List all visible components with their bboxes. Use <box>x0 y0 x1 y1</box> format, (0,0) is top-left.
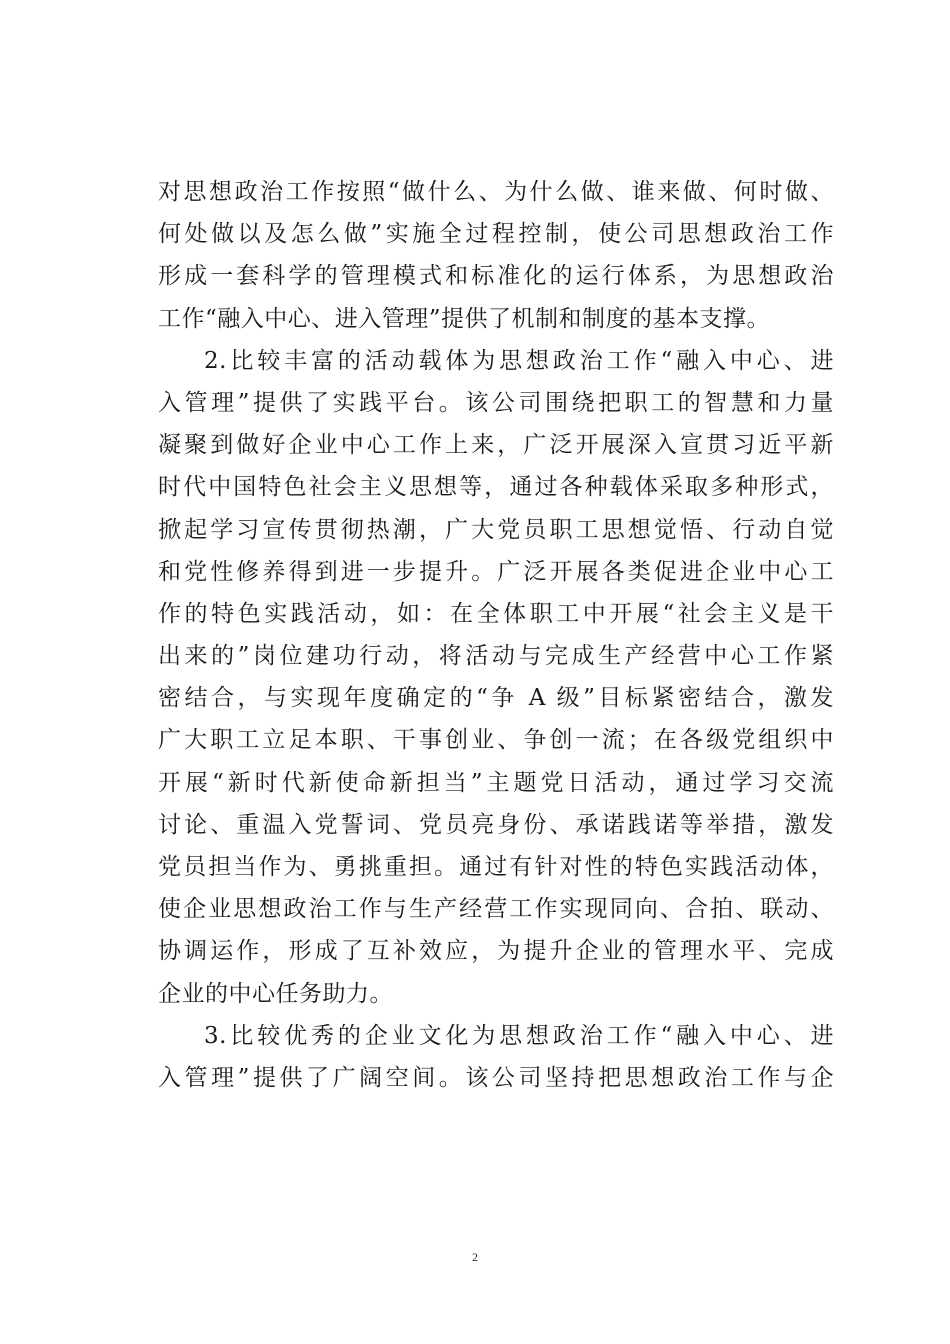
text-line: 和党性修养得到进一步提升。广泛开展各类促进企业中心工 <box>158 558 834 585</box>
text-line: 何处做以及怎么做”实施全过程控制，使公司思想政治工作 <box>158 221 834 248</box>
body-text <box>158 171 834 1099</box>
text-line: 出来的”岗位建功行动，将活动与完成生产经营中心工作紧 <box>158 643 834 670</box>
text-line: 使企业思想政治工作与生产经营工作实现同向、合拍、联动、 <box>158 896 834 923</box>
page-number: 2 <box>472 1250 478 1264</box>
paragraph-start-line: 3.比较优秀的企业文化为思想政治工作“融入中心、进 <box>204 1022 834 1049</box>
text-line: 时代中国特色社会主义思想等，通过各种载体采取多种形式， <box>158 474 834 501</box>
text-line: 开展“新时代新使命新担当”主题党日活动，通过学习交流 <box>158 769 834 796</box>
text-line: 入管理”提供了实践平台。该公司围绕把职工的智慧和力量 <box>158 389 834 416</box>
text-line: 对思想政治工作按照“做什么、为什么做、谁来做、何时做、 <box>158 179 834 205</box>
text-line: 入管理”提供了广阔空间。该公司坚持把思想政治工作与企 <box>158 1064 834 1091</box>
text-line: 形成一套科学的管理模式和标准化的运行体系，为思想政治 <box>158 263 834 290</box>
text-line: 掀起学习宣传贯彻热潮，广大党员职工思想觉悟、行动自觉 <box>158 516 834 543</box>
text-line: 协调运作，形成了互补效应，为提升企业的管理水平、完成 <box>158 938 834 965</box>
text-line: 工作“融入中心、进入管理”提供了机制和制度的基本支撑。 <box>158 305 771 332</box>
text-line: 企业的中心任务助力。 <box>158 980 393 1007</box>
text-line: 凝聚到做好企业中心工作上来，广泛开展深入宣贯习近平新 <box>158 432 834 459</box>
text-line: 讨论、重温入党誓词、党员亮身份、承诺践诺等举措，激发 <box>158 811 834 838</box>
text-line: 密结合，与实现年度确定的“争 A 级”目标紧密结合，激发 <box>158 685 834 712</box>
text-line: 作的特色实践活动，如：在全体职工中开展“社会主义是干 <box>158 600 834 627</box>
text-line: 广大职工立足本职、干事创业、争创一流；在各级党组织中 <box>158 727 834 754</box>
text-line: 党员担当作为、勇挑重担。通过有针对性的特色实践活动体， <box>158 854 834 880</box>
paragraph-start-line: 2.比较丰富的活动载体为思想政治工作“融入中心、进 <box>204 347 834 374</box>
